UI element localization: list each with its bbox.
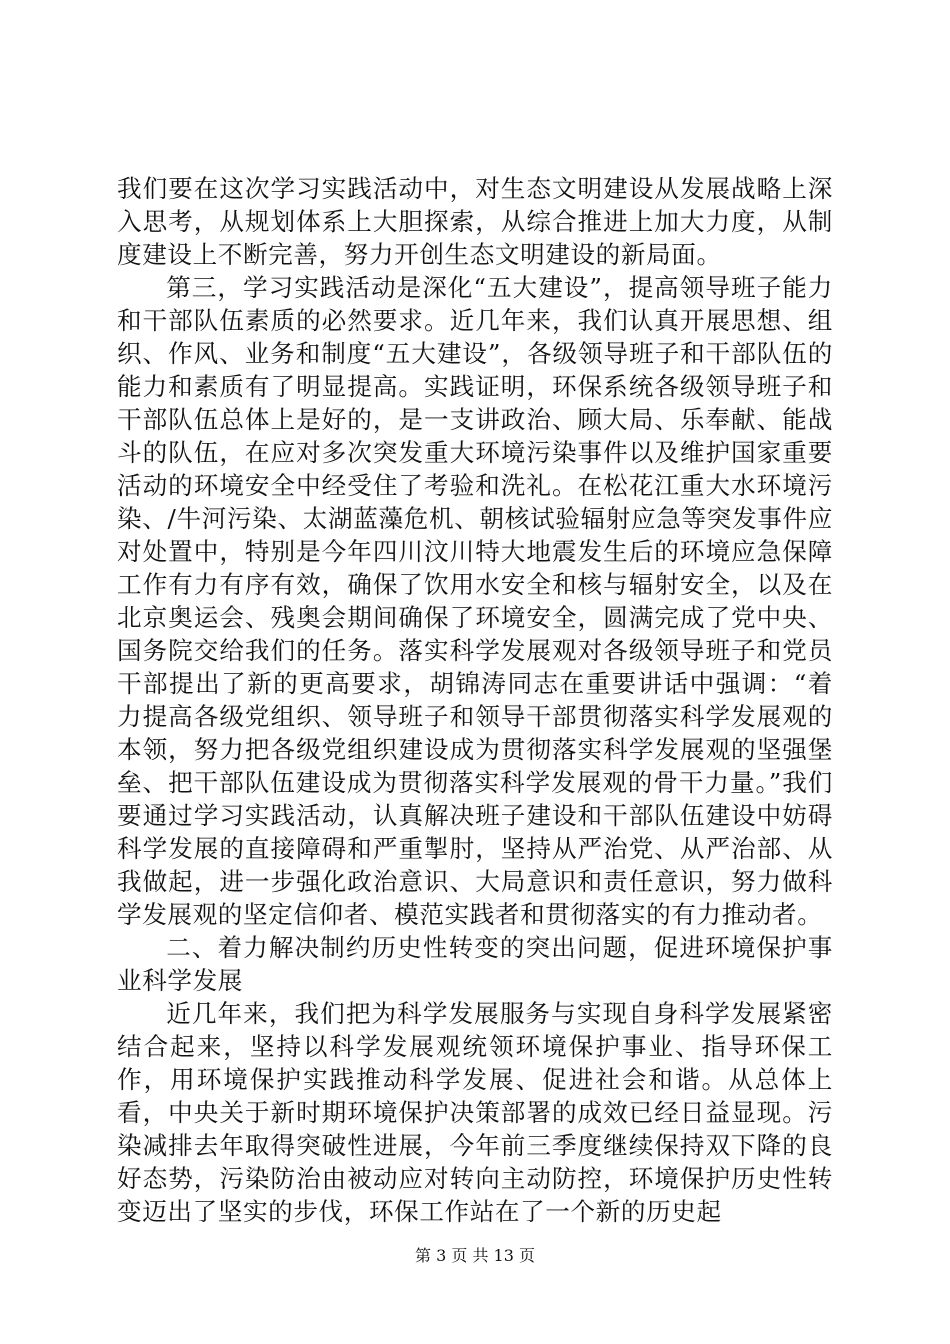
paragraph-3: 近几年来，我们把为科学发展服务与实现自身科学发展紧密结合起来，坚持以科学发展观统领环境保护事业、指导环保工作，用环境保护实践推动科学发展、促进社会和谐。从总体上看，中央关于新时期环境保护决策部署的成效已经日益显现。污染减排去年取得突破性进展，今年前三季度继续保持双下降的良好态势，污染防治由被动应对转向主动防控，环境保护历史性转变迈出了坚实的步伐，环保工作站在了一个新的历史起 (117, 999, 833, 1226)
paragraph-1: 我们要在这次学习实践活动中，对生态文明建设从发展战略上深入思考，从规划体系上大胆探索，从综合推进上加大力度，从制度建设上不断完善，努力开创生态文明建设的新局面。 (117, 174, 833, 269)
page-number-footer: 第 3 页 共 13 页 (415, 1246, 535, 1265)
paragraph-2: 第三，学习实践活动是深化“五大建设”，提高领导班子能力和干部队伍素质的必然要求。近几年来，我们认真开展思想、组织、作风、业务和制度“五大建设”，各级领导班子和干部队伍的能力和素质有了明显提高。实践证明，环保系统各级领导班子和干部队伍总体上是好的，是一支讲政治、顾大局、乐奉献、能战斗的队伍，在应对多次突发重大环境污染事件以及维护国家重要活动的环境安全中经受住了考验和洗礼。在松花江重大水环境污染、/牛河污染、太湖蓝藻危机、朝核试验辐射应急等突发事件应对处置中，特别是今年四川汶川特大地震发生后的环境应急保障工作有力有序有效，确保了饮用水安全和核与辐射安全，以及在北京奥运会、残奥会期间确保了环境安全，圆满完成了党中央、国务院交给我们的任务。落实科学发展观对各级领导班子和党员干部提出了新的更高要求，胡锦涛同志在重要讲话中强调：“着力提高各级党组织、领导班子和领导干部贯彻落实科学发展观的本领，努力把各级党组织建设成为贯彻落实科学发展观的坚强堡垒、把干部队伍建设成为贯彻落实科学发展观的骨干力量。”我们要通过学习实践活动，认真解决班子建设和干部队伍建设中妨碍科学发展的直接障碍和严重掣肘，坚持从严治党、从严治部、从我做起，进一步强化政治意识、大局意识和责任意识，努力做科学发展观的坚定信仰者、模范实践者和贯彻落实的有力推动者。 (117, 273, 833, 929)
section-heading-2: 二、着力解决制约历史性转变的突出问题，促进环境保护事业科学发展 (117, 933, 833, 995)
document-body (117, 172, 833, 1228)
